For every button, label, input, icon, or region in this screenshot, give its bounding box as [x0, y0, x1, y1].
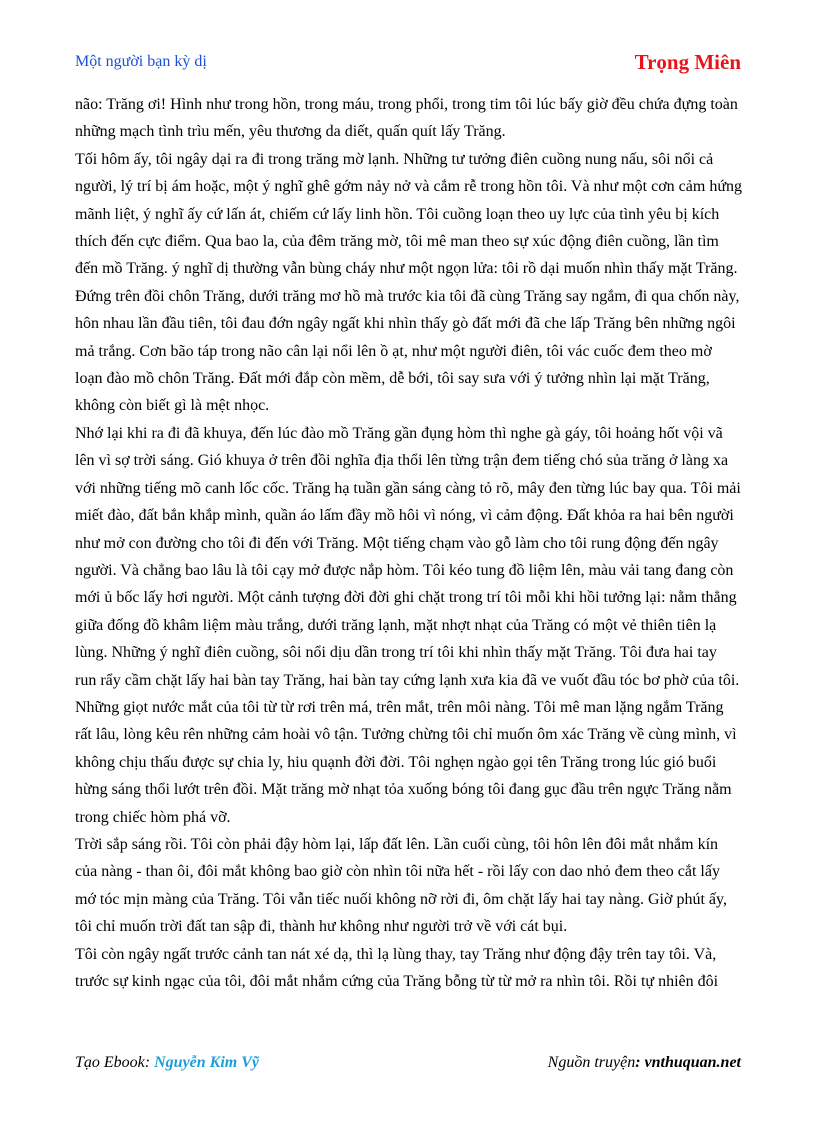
ebook-separator: : — [144, 1054, 155, 1071]
author-name: Trọng Miên — [634, 50, 741, 74]
source-credit — [548, 1054, 741, 1072]
ebook-credit — [75, 1054, 259, 1072]
source-separator: : — [635, 1054, 645, 1071]
paragraph: Tôi còn ngây ngất trước cảnh tan nát xé dạ, thì lạ lùng thay, tay Trăng như động đậy trên tay tôi. Và, trước sự kinh ngạc của tôi, đôi mắt nhắm cứng của Trăng bỗng từ từ mở ra nhìn tôi. Rồi tự nhiên đôi — [75, 945, 719, 990]
story-body — [75, 91, 742, 995]
paragraph: Trời sắp sáng rồi. Tôi còn phải đậy hòm lại, lấp đất lên. Lần cuối cùng, tôi hôn lên đôi mắt nhắm kín của nàng - than ôi, đôi mắt không bao giờ còn nhìn tôi nữa hết - rồi lấy con dao nhỏ đem theo cắt lấy mớ tóc mịn màng của Trăng. Tôi vẫn tiếc nuối không nỡ rời đi, ôm chặt lấy hai tay nàng. Giờ phút ấy, tôi chỉ muốn trời đất tan sập đi, thành hư không như người trở về với cát bụi. — [75, 835, 727, 936]
book-title: Một người bạn kỳ dị — [75, 53, 207, 70]
paragraph: Nhớ lại khi ra đi đã khuya, đến lúc đào mồ Trăng gần đụng hòm thì nghe gà gáy, tôi hoảng hốt vội vã lên vì sợ trời sáng. Gió khuya ở trên đồi nghĩa địa thổi lên từng trận đem tiếng chó sủa trăng ở làng xa với những tiếng mõ canh lốc cốc. Trăng hạ tuần gần sáng càng tỏ rõ, mây đen từng lúc bay qua. Tôi mải miết đào, đất bắn khắp mình, quần áo lấm đầy mồ hôi vì nóng, vì cảm động. Đất khỏa ra hai bên người như mở con đường cho tôi đi đến với Trăng. Một tiếng chạm vào gỗ làm cho tôi rung động đến ngây người. Và chẳng bao lâu là tôi cạy mở được nắp hòm. Tôi kéo tung đồ liệm lên, màu vải tang đang còn mới ủ bốc lấy hơi người. Một cảnh tượng đời đời ghi chặt trong trí tôi mỗi khi hồi tưởng lại: nằm thẳng giữa đống đồ khâm liệm màu trắng, dưới trăng lạnh, mặt nhợt nhạt của Trăng có một vẻ thiên tiên lạ lùng. Những ý nghĩ điên cuồng, sôi nổi dịu dần trong trí tôi khi nhìn thấy mặt Trăng. Tôi đưa hai tay run rẩy cầm chặt lấy hai bàn tay Trăng, hai bàn tay cứng lạnh xưa kia đã ve vuốt đầu tóc bơ phờ của tôi. Những giọt nước mắt của tôi từ từ rơi trên má, trên mắt, trên môi nàng. Tôi mê man lặng ngắm Trăng rất lâu, lòng kêu rên những cảm hoài vô tận. Tưởng chừng tôi chỉ muốn ôm xác Trăng về cùng mình, vì không chịu thấu được sự chia ly, hiu quạnh đời đời. Tôi nghẹn ngào gọi tên Trăng trong lúc gió buổi hừng sáng thổi lướt trên đồi. Mặt trăng mờ nhạt tỏa xuống bóng tôi đang gục đầu trên ngực Trăng nằm trong chiếc hòm phá vỡ. — [75, 424, 741, 826]
ebook-creator: Nguyễn Kim Vỹ — [154, 1054, 259, 1071]
ebook-label: Tạo Ebook — [75, 1054, 145, 1071]
paragraph: não: Trăng ơi! Hình như trong hồn, trong máu, trong phổi, trong tim tôi lúc bấy giờ đều chứa đựng toàn những mạch tình trìu mến, yêu thương da diết, quấn quít lấy Trăng. — [75, 96, 738, 141]
paragraph: Tối hôm ấy, tôi ngây dại ra đi trong trăng mờ lạnh. Những tư tưởng điên cuồng nung nấu, sôi nổi cả người, lý trí bị ám hoặc, một ý nghĩ ghê gớm nảy nở và cắm rễ trong hồn tôi. Và như một cơn cảm hứng mãnh liệt, ý nghĩ ấy cứ lấn át, chiếm cứ lấy linh hồn. Tôi cuồng loạn theo uy lực của tình yêu bị kích thích đến cực điểm. Qua bao la, của đêm trăng mờ, tôi mê man theo sự xúc động điên cuồng, lần tìm đến mồ Trăng. ý nghĩ dị thường vẫn bùng cháy như một ngọn lửa: tôi rồ dại muốn nhìn thấy mặt Trăng. — [75, 150, 742, 278]
page-footer — [75, 1054, 741, 1076]
source-label: Nguồn truyện — [547, 1054, 636, 1071]
page-header — [75, 50, 741, 74]
paragraph: Đứng trên đồi chôn Trăng, dưới trăng mơ hồ mà trước kia tôi đã cùng Trăng say ngắm, đi qua chốn này, hôn nhau lần đầu tiên, tôi đau đớn ngây ngất khi nhìn thấy gò đất mới đã che lấp Trăng bên những ngôi mả trắng. Cơn bão táp trong não cân lại nổi lên ồ ạt, như một người điên, tôi vác cuốc đem theo mờ loạn đào mồ chôn Trăng. Đất mới đắp còn mềm, dễ bới, tôi say sưa với ý tưởng nhìn lại mặt Trăng, không còn biết gì là mệt nhọc. — [75, 287, 740, 415]
source-site: vnthuquan.net — [644, 1054, 741, 1071]
